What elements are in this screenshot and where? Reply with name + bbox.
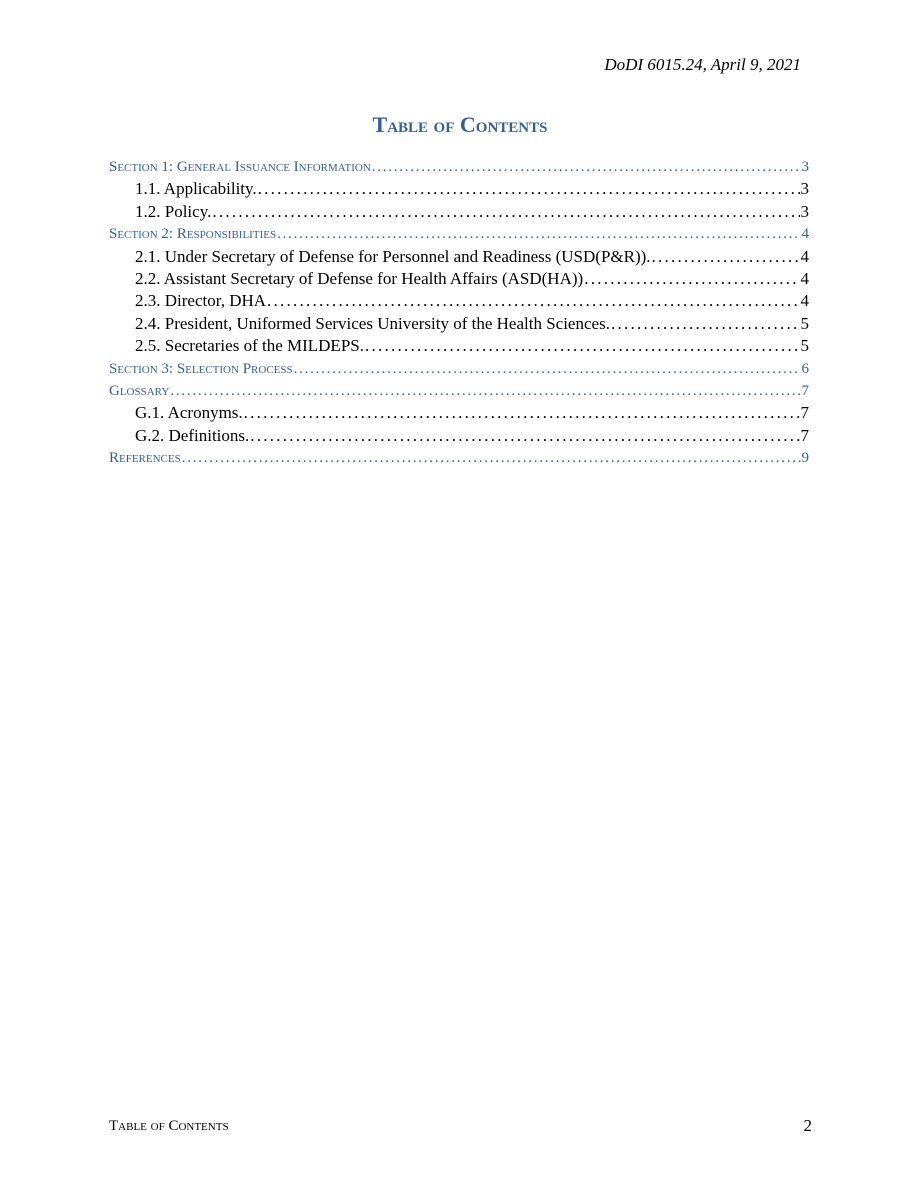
toc-subsection-link[interactable] (109, 313, 809, 335)
toc-entry-page: 4 (800, 268, 809, 288)
toc-dot-leader (170, 380, 800, 402)
toc-subsection-link[interactable] (109, 178, 809, 200)
toc-dot-leader (267, 290, 799, 312)
toc-dot-leader (294, 358, 801, 380)
toc-section-link[interactable] (109, 380, 809, 402)
table-of-contents (109, 156, 809, 469)
toc-entry-label: 2.2. Assistant Secretary of Defense for Health Affairs (ASD(HA)) (135, 268, 584, 288)
toc-entry-page: 7 (801, 382, 809, 399)
footer-page-number: 2 (803, 1116, 812, 1135)
toc-dot-leader (244, 402, 800, 424)
toc-entry-page: 4 (801, 226, 809, 243)
toc-dot-leader (584, 268, 799, 290)
toc-entry-label: 2.4. President, Uniformed Services University of the Health Sciences. (135, 313, 610, 333)
toc-subsection-link[interactable] (109, 402, 809, 424)
toc-entry-page: 7 (800, 425, 809, 445)
toc-dot-leader (212, 201, 799, 223)
toc-entry-page: 5 (800, 313, 809, 333)
toc-entry-label: 2.5. Secretaries of the MILDEPS. (135, 336, 364, 356)
toc-dot-leader (611, 313, 800, 335)
footer-section-label: Table of Contents (109, 1118, 229, 1134)
toc-dot-leader (652, 246, 800, 268)
toc-entry-page: 5 (800, 336, 809, 356)
toc-dot-leader (258, 178, 800, 200)
toc-entry-label: 2.3. Director, DHA (135, 291, 267, 311)
toc-entry-page: 7 (800, 403, 809, 423)
toc-entry-page: 4 (800, 291, 809, 311)
toc-entry-label: References (109, 450, 181, 467)
toc-entry-page: 9 (801, 450, 809, 467)
toc-subsection-link[interactable] (109, 201, 809, 223)
toc-entry-label: Glossary (109, 382, 170, 399)
toc-section-link[interactable] (109, 223, 809, 245)
toc-entry-label: 2.1. Under Secretary of Defense for Personnel and Readiness (USD(P&R)). (135, 246, 651, 266)
toc-section-link[interactable] (109, 447, 809, 469)
toc-dot-leader (365, 335, 800, 357)
toc-entry-page: 3 (800, 201, 809, 221)
toc-section-link[interactable] (109, 358, 809, 380)
toc-subsection-link[interactable] (109, 335, 809, 357)
toc-entry-label: 1.2. Policy. (135, 201, 212, 221)
toc-entry-label: G.1. Acronyms. (135, 403, 243, 423)
page-title: Table of Contents (372, 112, 548, 137)
toc-dot-leader (277, 223, 800, 245)
toc-entry-label: Section 1: General Issuance Information (109, 159, 371, 175)
toc-entry-label: 1.1. Applicability. (135, 179, 257, 199)
toc-entry-label: Section 2: Responsibilities (109, 226, 277, 243)
toc-entry-label: G.2. Definitions. (135, 425, 250, 445)
toc-section-link[interactable] (109, 156, 809, 178)
toc-subsection-link[interactable] (109, 425, 809, 447)
toc-dot-leader (182, 447, 801, 469)
toc-subsection-link[interactable] (109, 246, 809, 268)
toc-dot-leader (372, 156, 801, 178)
toc-dot-leader (250, 425, 799, 447)
toc-entry-page: 3 (801, 159, 809, 175)
document-id-header: DoDI 6015.24, April 9, 2021 (604, 55, 801, 74)
toc-entry-page: 6 (801, 360, 809, 377)
toc-entry-page: 3 (800, 179, 809, 199)
toc-entry-label: Section 3: Selection Process (109, 360, 293, 377)
toc-subsection-link[interactable] (109, 268, 809, 290)
toc-entry-page: 4 (800, 246, 809, 266)
toc-subsection-link[interactable] (109, 290, 809, 312)
